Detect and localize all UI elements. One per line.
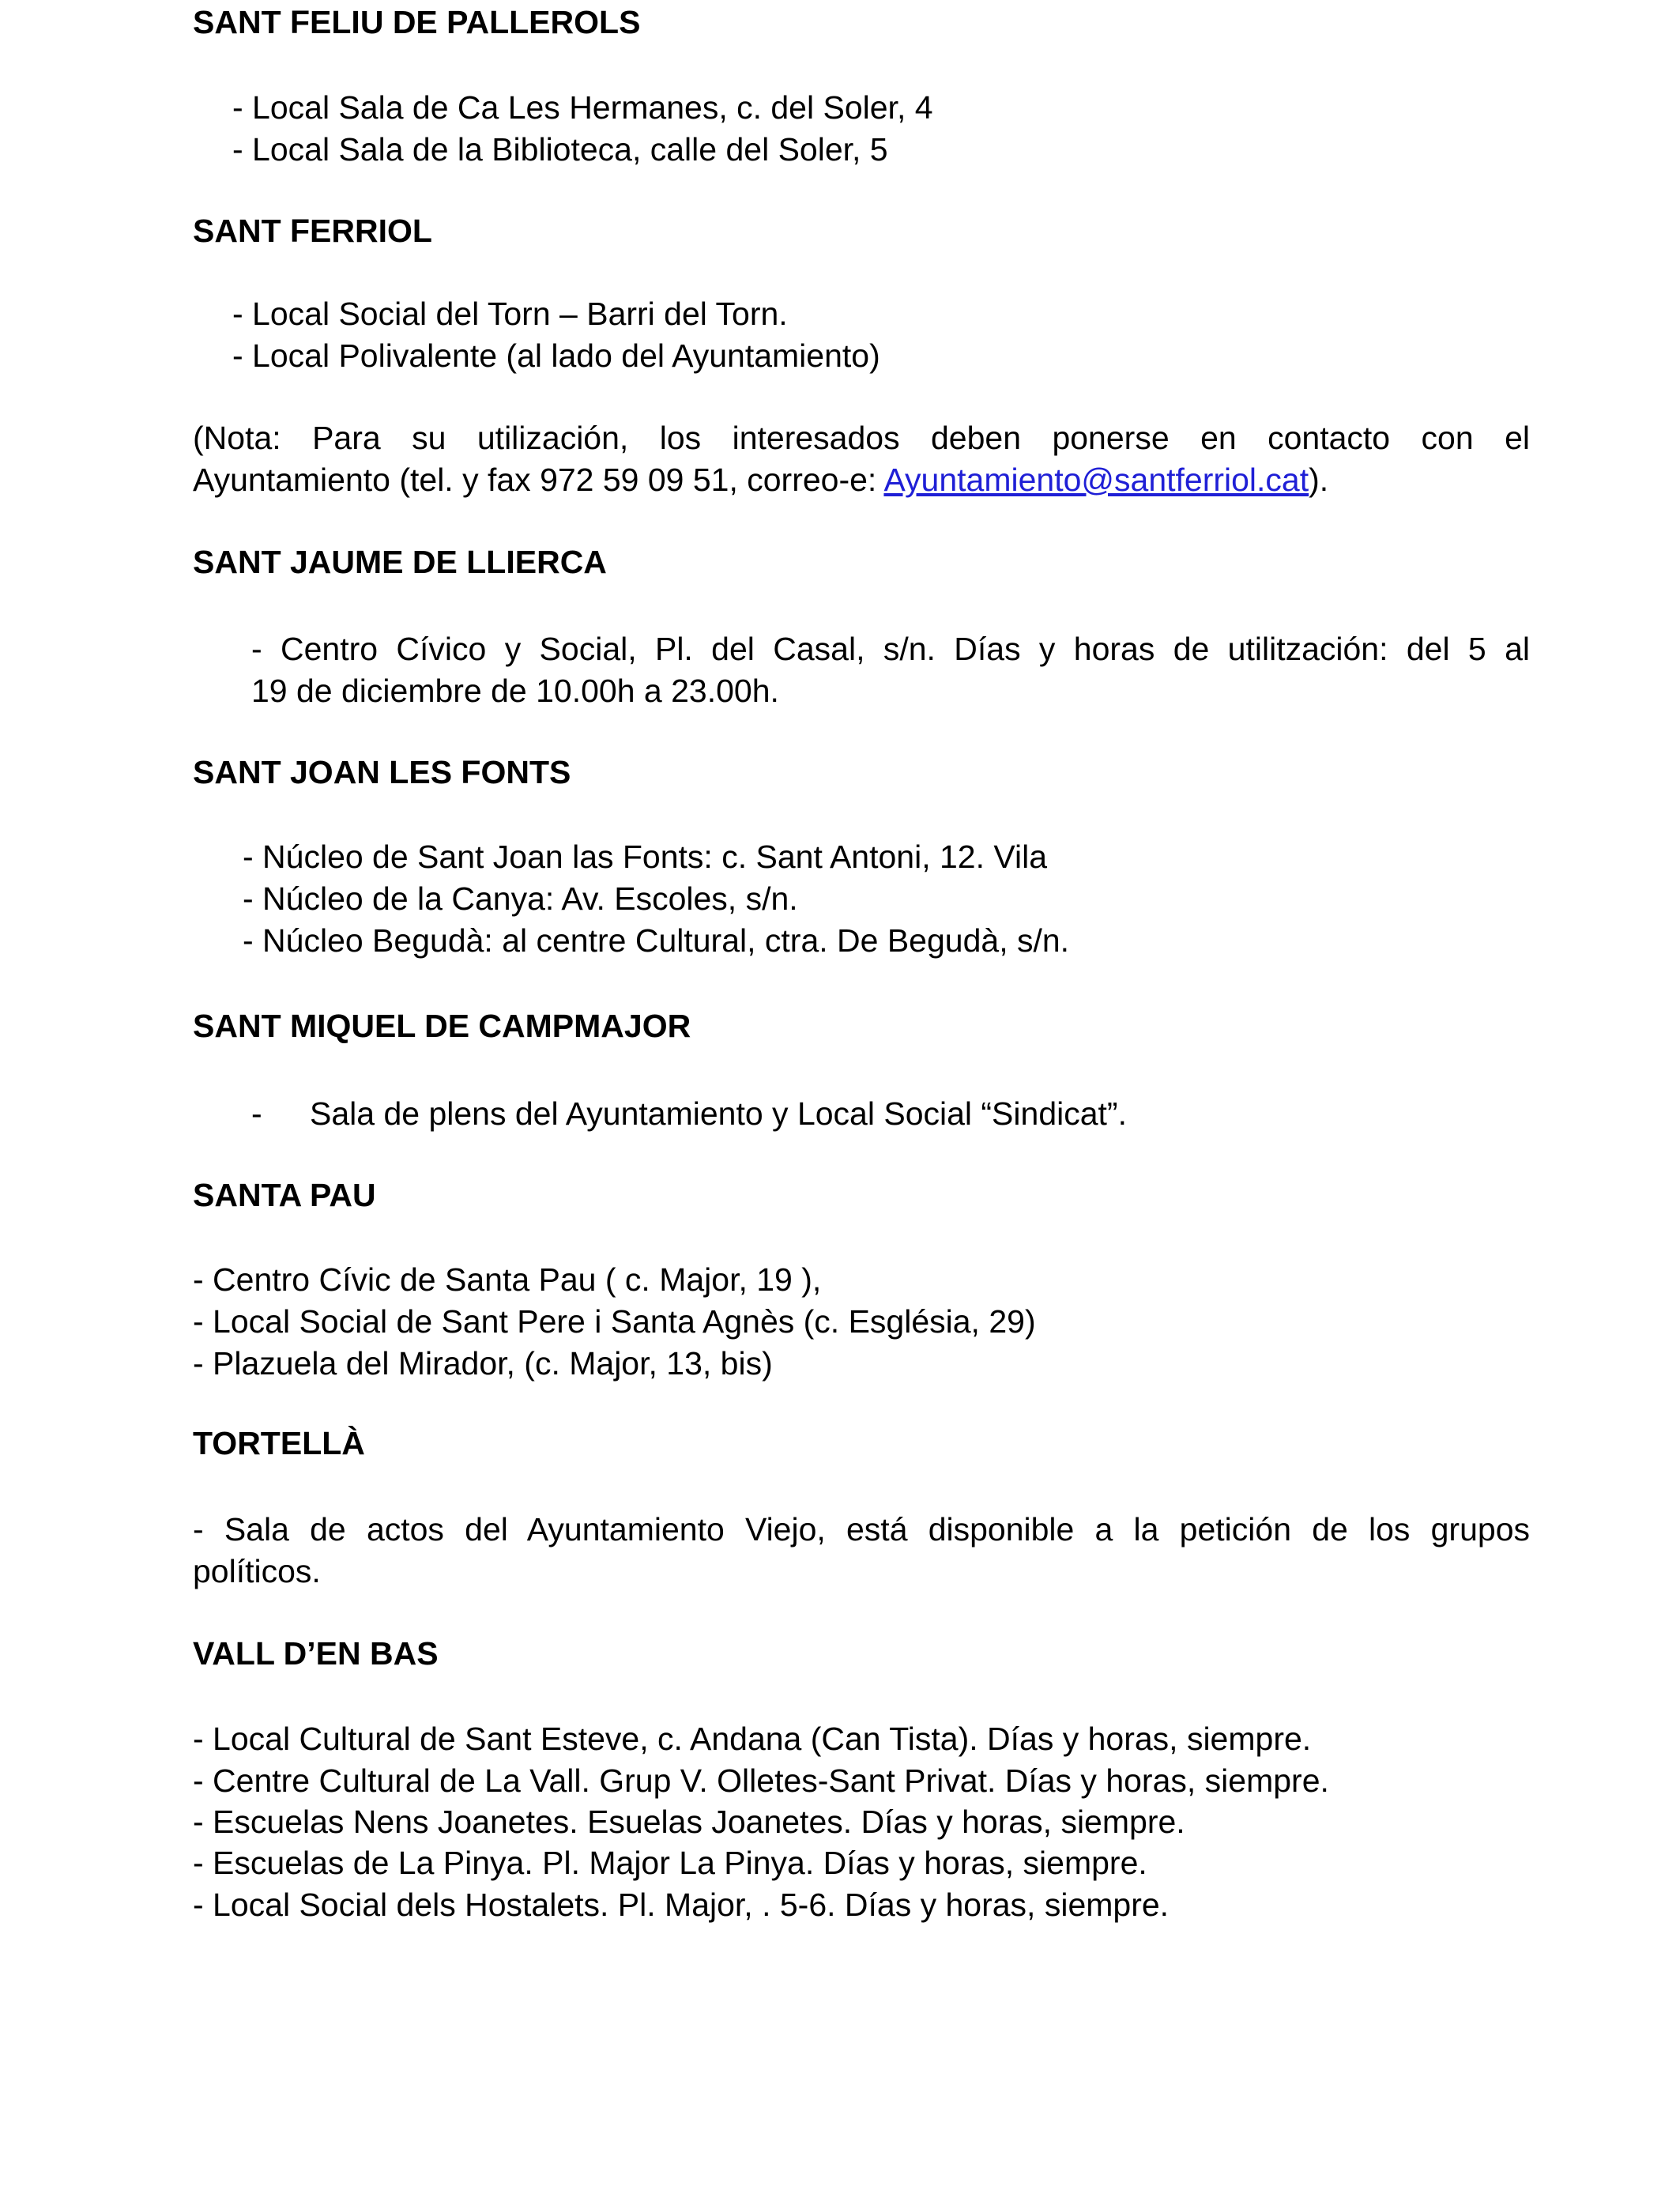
list-item: - Núcleo Begudà: al centre Cultural, ctra. De Begudà, s/n. (243, 922, 1070, 959)
section-heading-vall-den-bas: VALL D’EN BAS (193, 1635, 439, 1672)
list-item: - Local Sala de la Biblioteca, calle del Soler, 5 (232, 131, 888, 168)
list-item: - Local Polivalente (al lado del Ayuntamiento) (232, 337, 880, 374)
section-heading-tortella: TORTELLÀ (193, 1425, 365, 1461)
section-heading-sant-feliu: SANT FELIU DE PALLEROLS (193, 4, 641, 40)
note-line-2 (193, 459, 1328, 501)
list-item: - Sala de actos del Ayuntamiento Viejo, está disponible a la petición de los grupos (193, 1511, 1530, 1547)
list-item: - Núcleo de Sant Joan las Fonts: c. Sant Antoni, 12. Vila (243, 839, 1048, 875)
list-item: - Escuelas de La Pinya. Pl. Major La Pinya. Días y horas, siempre. (193, 1845, 1147, 1881)
list-item: - Local Cultural de Sant Esteve, c. Andana (Can Tista). Días y horas, siempre. (193, 1721, 1312, 1757)
list-item: políticos. (193, 1553, 321, 1589)
section-heading-sant-jaume: SANT JAUME DE LLIERCA (193, 544, 607, 580)
list-item: - Local Sala de Ca Les Hermanes, c. del Soler, 4 (232, 89, 933, 126)
section-heading-sant-ferriol: SANT FERRIOL (193, 213, 432, 249)
list-item: - Núcleo de la Canya: Av. Escoles, s/n. (243, 880, 798, 917)
list-item: - Centro Cívic de Santa Pau ( c. Major, 19 ), (193, 1261, 822, 1298)
note-text: Ayuntamiento (tel. y fax 972 59 09 51, correo-e: (193, 462, 884, 498)
note-line-1: (Nota: Para su utilización, los interesados deben ponerse en contacto con el (193, 420, 1530, 456)
list-item: - Escuelas Nens Joanetes. Esuelas Joanetes. Días y horas, siempre. (193, 1804, 1185, 1840)
list-item: - Centro Cívico y Social, Pl. del Casal, s/n. Días y horas de utilitzación: del 5 al (251, 631, 1530, 667)
list-item: 19 de diciembre de 10.00h a 23.00h. (251, 673, 779, 709)
list-item: - Plazuela del Mirador, (c. Major, 13, bis) (193, 1345, 773, 1382)
email-link[interactable]: Ayuntamiento@santferriol.cat (883, 462, 1309, 498)
list-item: - Local Social del Torn – Barri del Torn. (232, 296, 788, 332)
section-heading-santa-pau: SANTA PAU (193, 1177, 376, 1213)
section-heading-sant-joan: SANT JOAN LES FONTS (193, 754, 571, 790)
list-item: - Centre Cultural de La Vall. Grup V. Olletes-Sant Privat. Días y horas, siempre. (193, 1762, 1329, 1799)
section-heading-sant-miquel: SANT MIQUEL DE CAMPMAJOR (193, 1008, 691, 1044)
list-item: - Local Social dels Hostalets. Pl. Major, . 5-6. Días y horas, siempre. (193, 1887, 1170, 1923)
list-bullet: - (251, 1095, 262, 1132)
list-item: Sala de plens del Ayuntamiento y Local Social “Sindicat”. (310, 1095, 1127, 1132)
note-text-end: ). (1309, 462, 1329, 498)
list-item: - Local Social de Sant Pere i Santa Agnès (c. Església, 29) (193, 1303, 1036, 1340)
